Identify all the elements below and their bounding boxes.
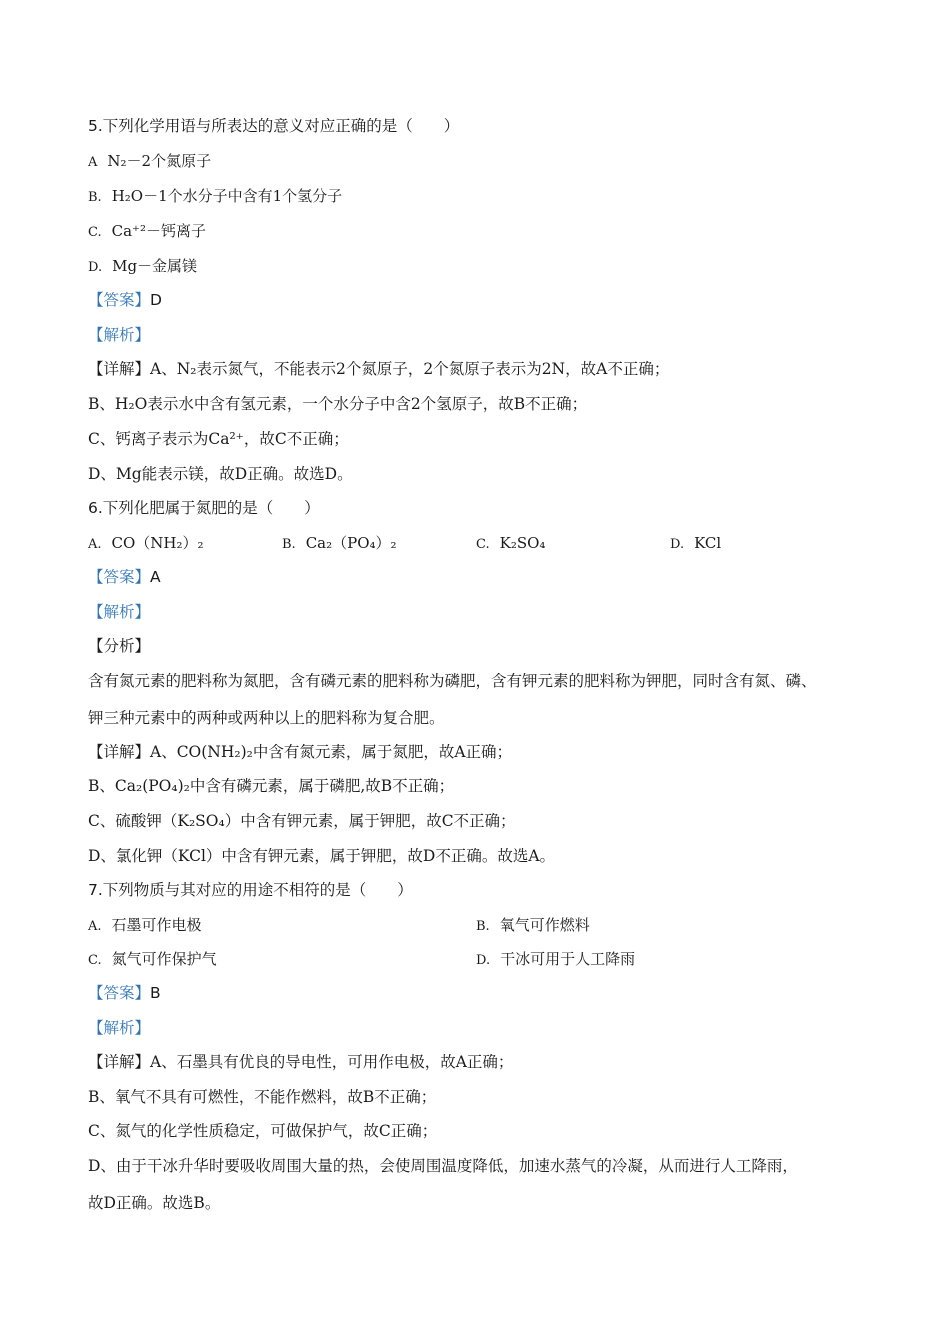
option-key: A. — [88, 919, 102, 934]
question-6-fenxi-line: 含有氮元素的肥料称为氮肥，含有磷元素的肥料称为磷肥，含有钾元素的肥料称为钾肥，同时含有氮、磷、 — [88, 672, 817, 690]
answer-value: A — [150, 568, 161, 586]
question-6-detail-line: C、硫酸钾（K₂SO₄）中含有钾元素，属于钾肥，故C不正确； — [88, 812, 516, 830]
answer-value: B — [150, 984, 161, 1002]
option-key: B. — [282, 537, 296, 552]
option-text: 石墨可作电极 — [111, 916, 202, 934]
option-key: B. — [476, 919, 490, 934]
option-key: D. — [476, 953, 491, 968]
question-6-analysis-label: 【解析】 — [88, 603, 151, 621]
option-text: KCl — [694, 534, 722, 552]
question-5-option-b — [88, 185, 342, 209]
question-7-option-b — [476, 914, 590, 938]
question-5-stem: 5.下列化学用语与所表达的意义对应正确的是（ ） — [88, 117, 460, 135]
question-7-option-d — [476, 948, 635, 972]
question-6-option-b — [282, 532, 397, 556]
option-text: H₂O－1个水分子中含有1个氢分子 — [111, 187, 343, 205]
option-text: Ca₂（PO₄）₂ — [305, 534, 397, 552]
question-7-answer — [88, 982, 161, 1004]
option-key: C. — [88, 953, 102, 968]
question-5-detail-line: D、Mg能表示镁，故D正确。故选D。 — [88, 465, 353, 483]
answer-label: 【答案】 — [88, 984, 151, 1002]
option-key: B. — [88, 190, 102, 205]
option-text: 干冰可用于人工降雨 — [500, 950, 636, 968]
option-text: K₂SO₄ — [499, 534, 546, 552]
option-key: A — [88, 155, 98, 170]
option-text: 氮气可作保护气 — [111, 950, 217, 968]
question-7-detail-line: D、由于干冰升华时要吸收周围大量的热，会使周围温度降低，加速水蒸气的冷凝，从而进行人工降雨， — [88, 1157, 798, 1175]
answer-label: 【答案】 — [88, 291, 151, 309]
question-5-detail-line: B、H₂O表示水中含有氢元素，一个水分子中含2个氢原子，故B不正确； — [88, 395, 588, 413]
question-5-option-a — [88, 150, 211, 174]
answer-label: 【答案】 — [88, 568, 151, 586]
option-text: N₂－2个氮原子 — [107, 152, 212, 170]
question-7-analysis-label: 【解析】 — [88, 1019, 151, 1037]
question-6-fenxi-label: 【分析】 — [88, 637, 151, 655]
question-7-detail-line: 【详解】A、石墨具有优良的导电性，可用作电极，故A正确； — [88, 1053, 514, 1071]
question-7-stem: 7.下列物质与其对应的用途不相符的是（ ） — [88, 881, 413, 899]
question-5-option-c — [88, 220, 206, 244]
question-7-detail-line: 故D正确。故选B。 — [88, 1194, 221, 1212]
option-key: C. — [476, 537, 490, 552]
question-5-detail-line: 【详解】A、N₂表示氮气，不能表示2个氮原子，2个氮原子表示为2N，故A不正确； — [88, 360, 670, 378]
question-5-option-d — [88, 255, 197, 279]
option-key: D. — [88, 260, 103, 275]
question-6-option-d — [670, 532, 721, 556]
question-6-answer — [88, 566, 161, 588]
question-6-option-c — [476, 532, 545, 556]
question-6-stem: 6.下列化肥属于氮肥的是（ ） — [88, 499, 320, 517]
question-5-answer — [88, 289, 162, 311]
question-7-detail-line: B、氧气不具有可燃性，不能作燃料，故B不正确； — [88, 1088, 437, 1106]
option-key: C. — [88, 225, 102, 240]
question-7-option-a — [88, 914, 202, 938]
option-key: D. — [670, 537, 685, 552]
option-text: Ca⁺²－钙离子 — [111, 222, 206, 240]
answer-value: D — [150, 291, 162, 309]
question-6-detail-line: 【详解】A、CO(NH₂)₂中含有氮元素，属于氮肥，故A正确； — [88, 743, 513, 761]
question-7-option-c — [88, 948, 217, 972]
question-6-fenxi-line: 钾三种元素中的两种或两种以上的肥料称为复合肥。 — [88, 709, 445, 727]
option-text: Mg－金属镁 — [112, 257, 198, 275]
question-6-detail-line: D、氯化钾（KCl）中含有钾元素，属于钾肥，故D不正确。故选A。 — [88, 847, 556, 865]
option-text: 氧气可作燃料 — [499, 916, 590, 934]
question-5-detail-line: C、钙离子表示为Ca²⁺，故C不正确； — [88, 430, 349, 448]
question-6-option-a — [88, 532, 204, 556]
option-text: CO（NH₂）₂ — [111, 534, 204, 552]
question-7-detail-line: C、氮气的化学性质稳定，可做保护气，故C正确； — [88, 1122, 438, 1140]
option-key: A. — [88, 537, 102, 552]
question-6-detail-line: B、Ca₂(PO₄)₂中含有磷元素，属于磷肥,故B不正确； — [88, 777, 455, 795]
question-5-analysis-label: 【解析】 — [88, 326, 151, 344]
